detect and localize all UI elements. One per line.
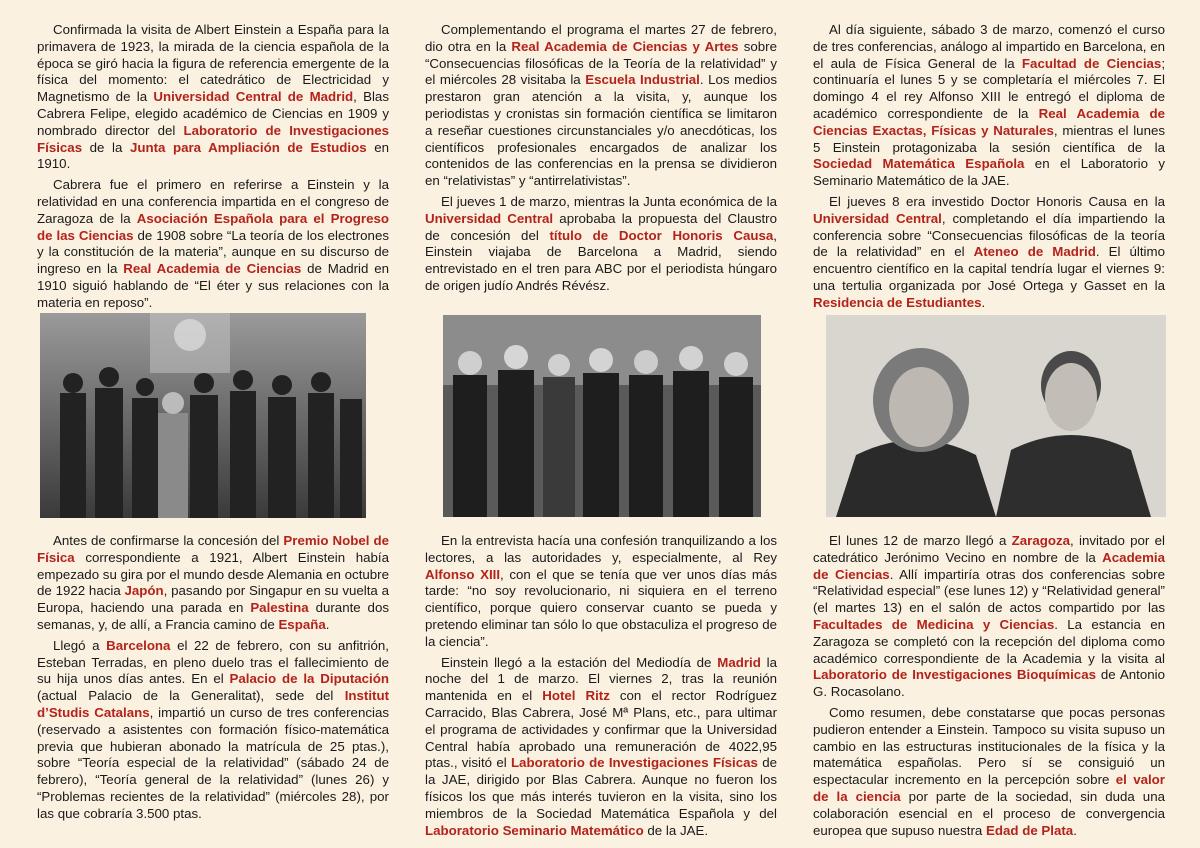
highlighted-term: Laboratorio de Investigaciones Físicas	[37, 122, 389, 155]
paragraph	[425, 22, 777, 190]
text-run: de 1908 sobre “La teoría de los electrones y la constitución de la materia”, aunque en su discurso de ingreso en la	[37, 227, 389, 277]
text-run: de Madrid en 1910 siguió hablando de “El éter y sus relaciones con la materia en reposo”.	[37, 261, 389, 310]
paragraph	[37, 533, 389, 634]
highlighted-term: Madrid	[717, 654, 761, 670]
highlighted-term: el valor de la ciencia	[813, 772, 1165, 804]
highlighted-term: Palestina	[250, 600, 309, 616]
text-column-top-middle	[425, 22, 777, 299]
text-run: Confirmada la visita de Albert Einstein a España para la primavera de 1923, la mirada de la ciencia española de la época se giró hacia la figura de referencia emergente de la física del momento: el catedrático de Electricidad y Magnetismo de la	[37, 22, 389, 105]
text-run: Al día siguiente, sábado 3 de marzo, comenzó el curso de tres conferencias, análogo al impartido en Barcelona, en el aula de Física General de la	[813, 22, 1165, 71]
text-run: , Blas Cabrera Felipe, elegido académico de Ciencias en 1909 y nombrado director del	[37, 89, 389, 138]
text-run: . Los medios prestaron gran atención a la visita, y, aunque los periodistas y cronistas sin formación científica se limitaron a reseñar cuestiones circunstanciales y/o anecdóticas, los científicos profesionales encargados de analizar los contenidos de las conferencias en la prensa se dividieron en “relativistas” y “antirrelativistas”.	[425, 72, 777, 189]
text-run: .	[325, 616, 330, 632]
photo-portrait-einstein-cabrera	[826, 315, 1166, 517]
text-run: de Antonio G. Rocasolano.	[813, 667, 1165, 700]
highlighted-term: Real Academia de Ciencias	[123, 261, 302, 277]
text-run: , pasando por Singapur en su vuelta a Europa, haciendo una parada en	[37, 583, 389, 616]
highlighted-term: Palacio de la Diputación	[229, 671, 389, 687]
highlighted-term: Premio Nobel de Física	[37, 533, 389, 565]
paragraph	[37, 22, 389, 173]
paragraph	[37, 177, 389, 311]
text-run: El jueves 8 era investido Doctor Honoris Causa en la	[829, 193, 1165, 209]
text-run: (actual Palacio de la Generalitat), sede del	[37, 688, 345, 704]
paragraph	[425, 533, 777, 651]
text-run: Cabrera fue el primero en referirse a Einstein y la relatividad en una conferencia impartida en el congreso de Zaragoza de la	[37, 177, 389, 226]
text-run: , mientras el lunes 5 Einstein protagonizaba la sesión científica de la	[813, 122, 1166, 155]
highlighted-term: Laboratorio de Investigaciones Físicas	[510, 755, 758, 771]
text-run: con el rector Rodríguez Carracido, Blas Cabrera, José Mª Plans, etc., para ultimar el programa de actividades y confirmar que la Universidad Central había aprobado una remuneración de 4022,95 ptas., visitó el	[425, 688, 778, 771]
text-run: En la entrevista hacía una confesión tranquilizando a los lectores, a las autoridades y, especialmente, al Rey	[425, 533, 777, 565]
highlighted-term: Hotel Ritz	[542, 688, 610, 704]
highlighted-term: Edad de Plata	[986, 822, 1074, 838]
paragraph	[813, 705, 1165, 839]
text-column-top-left	[37, 22, 389, 316]
text-run: , Einstein viajaba de Barcelona a Madrid, siendo entrevistado en el tren para ABC por el periodista húngaro de origen judío Andrés Révész.	[425, 227, 777, 293]
text-run: . El último encuentro científico en la capital tendría lugar el viernes 9: una tertulia organizada por José Ortega y Gasset en la	[813, 244, 1165, 293]
text-run: aprobaba la propuesta del Claustro de concesión del	[425, 210, 777, 243]
highlighted-term: título de Doctor Honoris Causa	[549, 227, 774, 243]
text-run: . Allí impartiría otras dos conferencias sobre “Relatividad especial” (ese lunes 12) y “Relatividad general” (el martes 13) en el salón de actos compartido por las	[813, 566, 1166, 616]
highlighted-term: Ateneo de Madrid	[973, 244, 1096, 260]
text-run: , impartió un curso de tres conferencias (reservado a asistentes con formación físico-matemática previa que hubieran abonado la matrícula de 25 ptas.), sobre “Teoría especial de la relatividad” (sábado 24 de febrero), “Teoría general de la relatividad” (lunes 26) y “Problemas recientes de la relatividad” (miércoles 28), por las que cobraría 3.500 ptas.	[37, 704, 389, 821]
highlighted-term: Institut d’Studis Catalans	[37, 688, 389, 720]
text-column-bottom-middle	[425, 533, 777, 843]
highlighted-term: Zaragoza	[1011, 533, 1071, 548]
text-run: de la JAE, dirigido por Blas Cabrera. Aunque no fueron los físicos los que más interés tuvieron en la visita, sino los miembros de la Sociedad Matemática Española y del	[425, 755, 777, 821]
highlighted-term: Sociedad Matemática Española	[813, 156, 1025, 172]
text-run: El jueves 1 de marzo, mientras la Junta económica de la	[441, 193, 777, 209]
text-run: en 1910.	[37, 139, 389, 172]
paragraph	[813, 533, 1165, 701]
text-run: , completando el día impartiendo la conferencia sobre “Consecuencias filosóficas de la teoría de la relatividad” en el	[813, 210, 1165, 260]
text-run: .	[1073, 822, 1077, 838]
text-run: , invitado por el catedrático Jerónimo Vecino en nombre de la	[813, 533, 1165, 565]
highlighted-term: Universidad Central	[425, 210, 554, 226]
text-run: la noche del 1 de marzo. El viernes 2, tras la reunión mantenida en el	[425, 654, 777, 704]
text-run: ; continuaría el lunes 5 y se completaría el miércoles 7. El domingo 4 el rey Alfonso XIII le entregó el diploma de académico correspondiente de la	[813, 55, 1166, 121]
text-column-bottom-left	[37, 533, 389, 827]
text-run: Como resumen, debe constatarse que pocas personas pudieron entender a Einstein. Tampoco su visita supuso un cambio en las estructuras institucionales de la física y la matemática españolas. Pero sí se consiguió un espectacular incremento en la percepción sobre	[813, 704, 1165, 788]
text-run: el 22 de febrero, con su anfitrión, Esteban Terradas, en pleno duelo tras el fallecimiento de su hija unos días antes. En el	[37, 637, 389, 687]
text-run: El lunes 12 de marzo llegó a	[829, 533, 1012, 548]
photo-arrival-madrid	[443, 315, 761, 517]
text-column-top-right	[813, 22, 1165, 316]
text-run: , con el que se tenía que ver unos días más tarde: “no soy revolucionario, ni siquiera en el terreno científico, porque quiero conservar cuanto se pueda y pretendo eliminar tan sólo lo que obstaculiza el progreso de la ciencia”.	[425, 566, 777, 649]
paragraph	[37, 638, 389, 823]
highlighted-term: Real Academia de Ciencias Exactas, Físicas y Naturales	[813, 105, 1165, 138]
paragraph	[425, 194, 777, 295]
text-run: durante dos semanas, y, de allí, a Francia camino de	[37, 600, 389, 632]
highlighted-term: Residencia de Estudiantes	[813, 294, 982, 310]
text-column-bottom-right	[813, 533, 1165, 843]
text-run: Llegó a	[53, 637, 107, 653]
highlighted-term: Laboratorio Seminario Matemático	[425, 822, 644, 838]
highlighted-term: Facultad de Ciencias	[1021, 55, 1162, 71]
paragraph	[813, 194, 1165, 312]
paragraph	[813, 22, 1165, 190]
highlighted-term: Academia de Ciencias	[813, 549, 1165, 582]
highlighted-term: España	[278, 616, 326, 632]
highlighted-term: Alfonso XIII	[425, 566, 501, 582]
text-run: en el Laboratorio y Seminario Matemático de la JAE.	[813, 156, 1165, 189]
highlighted-term: Barcelona	[106, 637, 171, 653]
highlighted-term: Escuela Industrial	[585, 72, 700, 88]
highlighted-term: Japón	[124, 583, 164, 599]
highlighted-term: Facultades de Medicina y Ciencias	[813, 616, 1055, 632]
text-run: de la	[82, 139, 130, 155]
highlighted-term: Asociación Española para el Progreso de las Ciencias	[37, 210, 389, 243]
text-run: de la JAE.	[643, 822, 709, 838]
highlighted-term: Laboratorio de Investigaciones Bioquímicas	[813, 667, 1096, 683]
text-run: por parte de la sociedad, sin duda una colaboración esencial en el proceso de convergencia europea que supuso nuestra	[813, 788, 1165, 838]
text-run: correspondiente a 1921, Albert Einstein había empezado su gira por el mundo desde Alemania en octubre de 1922 hacia	[37, 549, 389, 599]
highlighted-term: Real Academia de Ciencias y Artes	[511, 38, 739, 54]
highlighted-term: Universidad Central	[813, 210, 942, 226]
text-run: Einstein llegó a la estación del Mediodía de	[441, 654, 718, 670]
highlighted-term: Universidad Central de Madrid	[153, 89, 354, 105]
text-run: Antes de confirmarse la concesión del	[53, 533, 284, 548]
paragraph	[425, 655, 777, 840]
text-run: . La estancia en Zaragoza se completó con la recepción del diploma como académico correspondiente de la Academia y la visita al	[813, 616, 1165, 666]
text-run: Complementando el programa el martes 27 de febrero, dio otra en la	[425, 22, 777, 54]
text-run: sobre “Consecuencias filosóficas de la Teoría de la relatividad” y el miércoles 28 visitaba la	[425, 38, 777, 88]
photo-reception-barcelona	[40, 313, 366, 518]
text-run: .	[981, 294, 986, 310]
highlighted-term: Junta para Ampliación de Estudios	[129, 139, 367, 155]
